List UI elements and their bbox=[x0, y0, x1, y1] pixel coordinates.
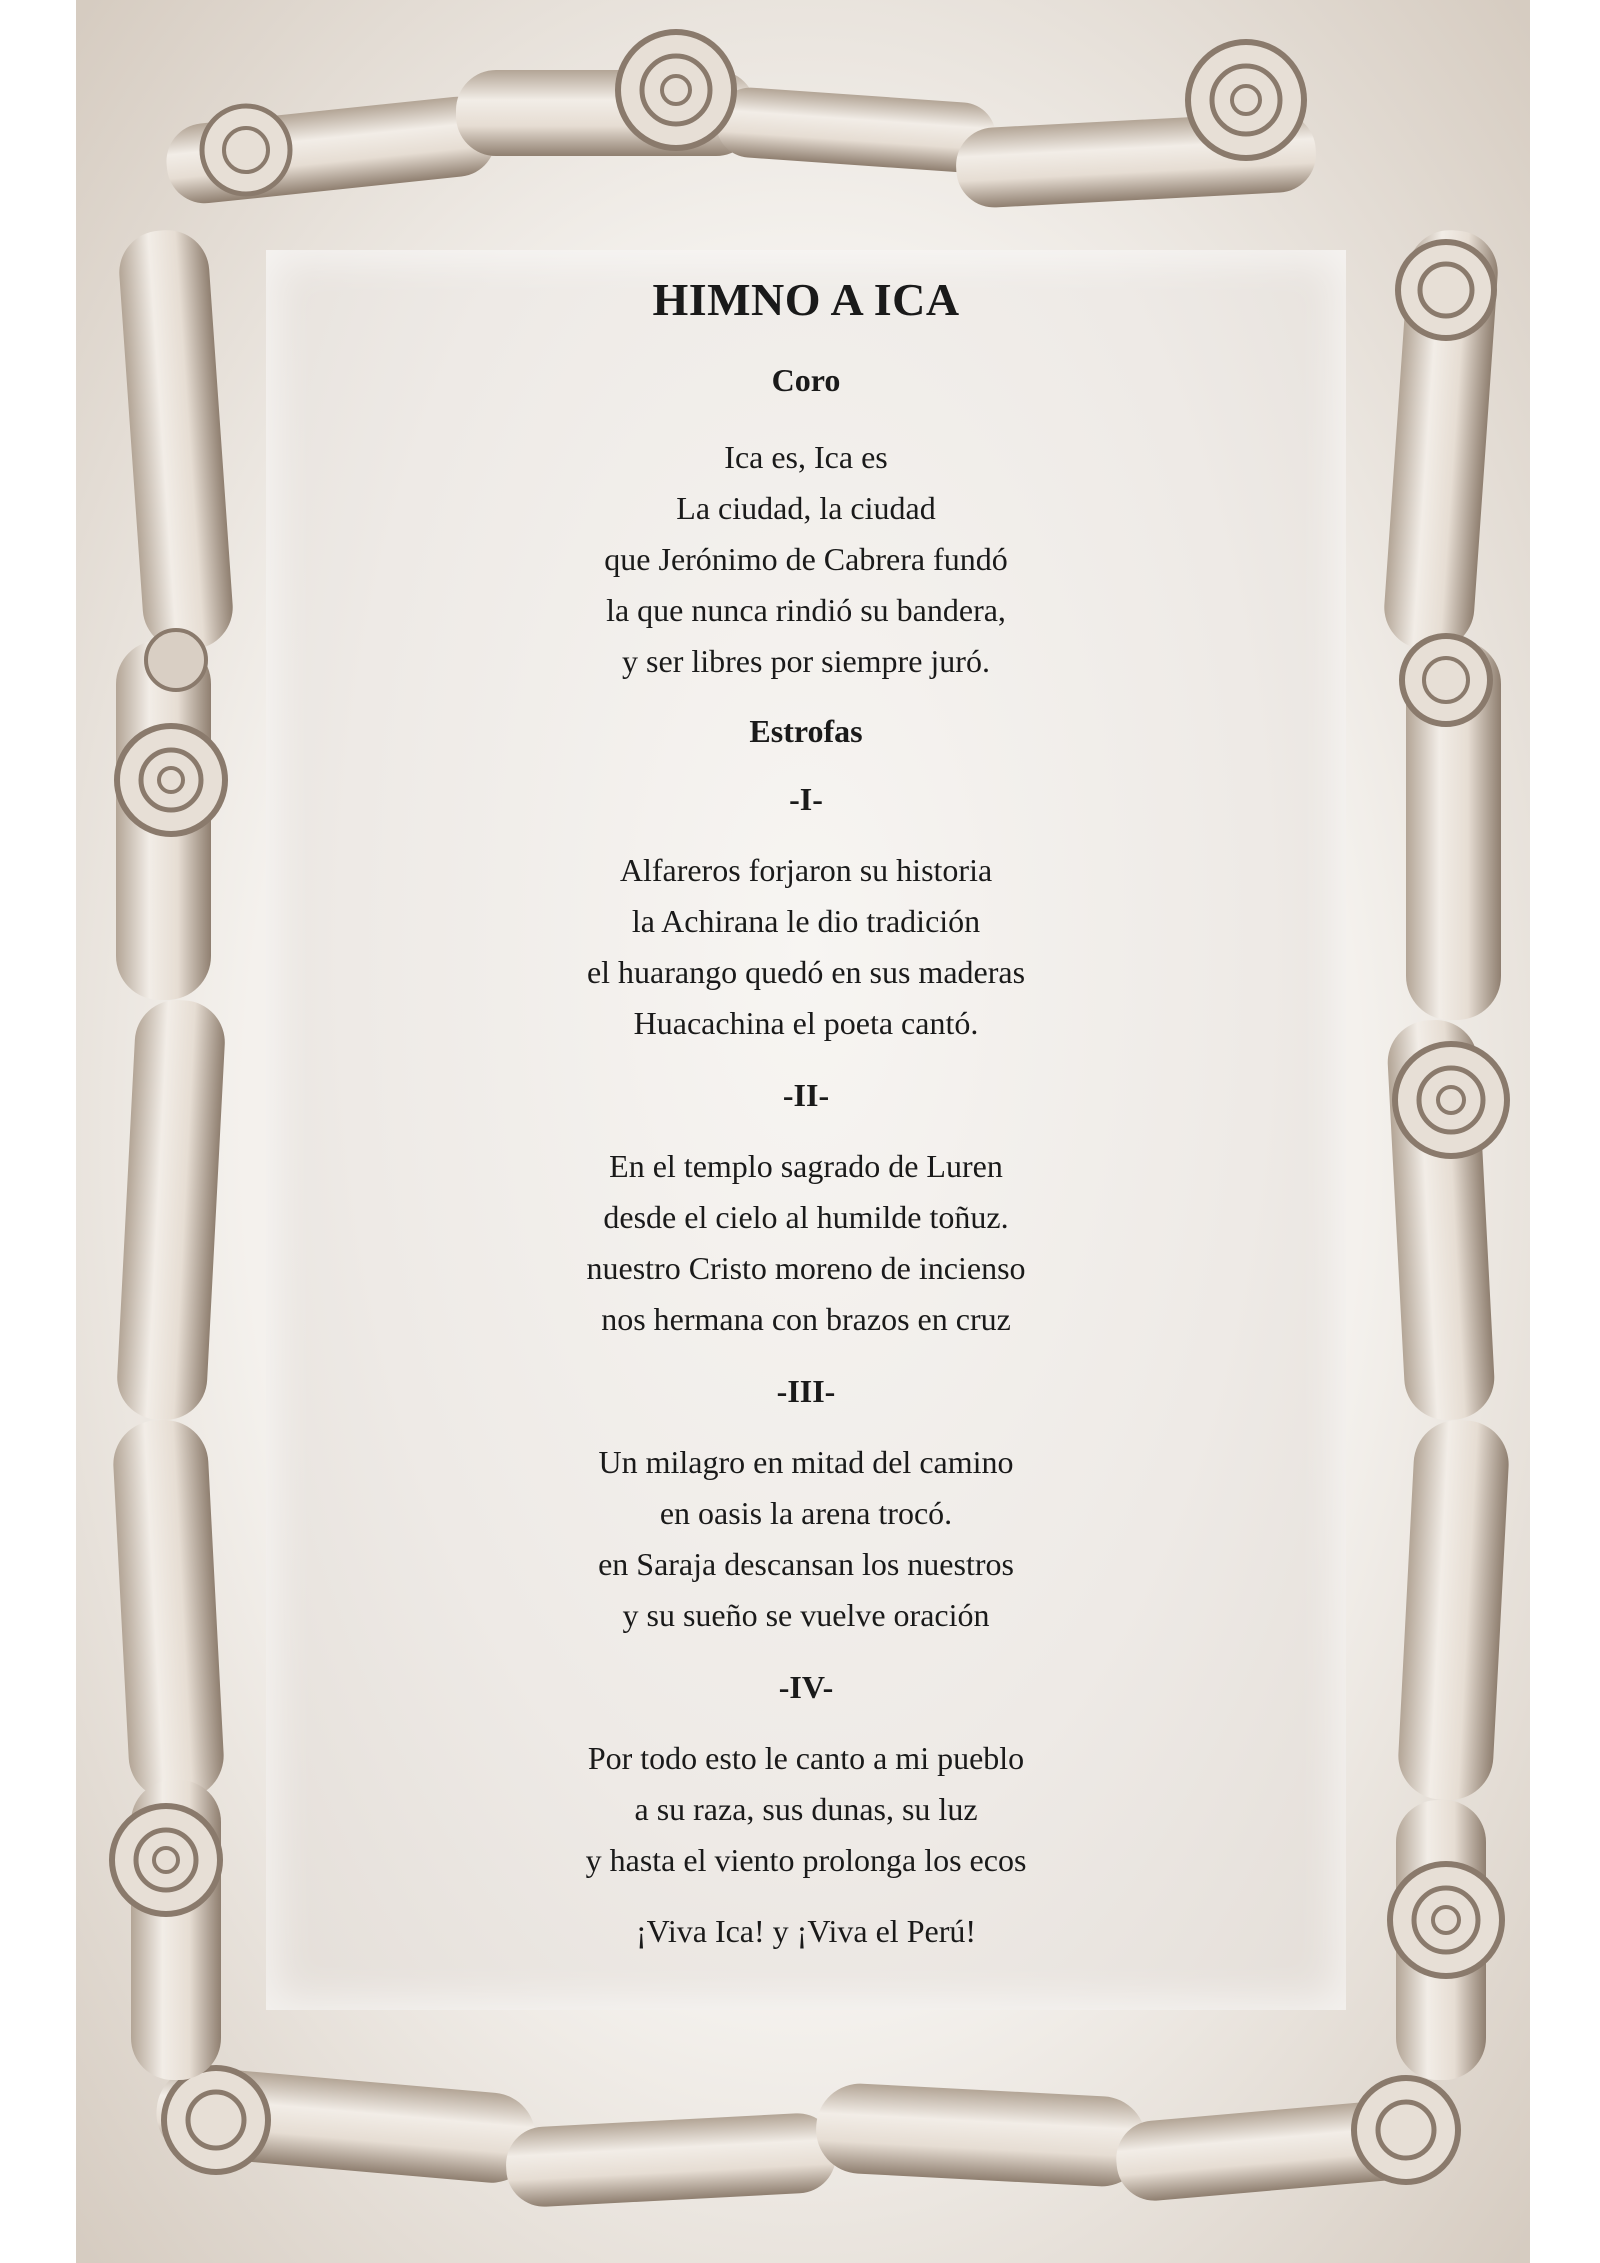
verse-line: a su raza, sus dunas, su luz bbox=[634, 1791, 978, 1827]
hymn-text bbox=[266, 250, 1346, 1957]
verse-line: nuestro Cristo moreno de incienso bbox=[586, 1250, 1026, 1286]
coro-verse bbox=[266, 432, 1346, 687]
stanza-verse bbox=[266, 1141, 1346, 1345]
verse-line: nos hermana con brazos en cruz bbox=[601, 1301, 1011, 1337]
verse-line: En el templo sagrado de Luren bbox=[609, 1148, 1003, 1184]
stanza-number: -IV- bbox=[778, 1669, 834, 1705]
document-page bbox=[76, 0, 1530, 2263]
verse-line: desde el cielo al humilde toñuz. bbox=[603, 1199, 1009, 1235]
verse-line: la Achirana le dio tradición bbox=[631, 903, 981, 939]
verse-line: el huarango quedó en sus maderas bbox=[586, 954, 1026, 990]
verse-line: Un milagro en mitad del camino bbox=[598, 1444, 1014, 1480]
verse-line: en oasis la arena trocó. bbox=[659, 1495, 953, 1531]
verse-line: que Jerónimo de Cabrera fundó bbox=[604, 541, 1008, 577]
verse-line: la que nunca rindió su bandera, bbox=[606, 592, 1006, 628]
stanza-number: -II- bbox=[782, 1077, 830, 1113]
verse-line: y hasta el viento prolonga los ecos bbox=[585, 1842, 1027, 1878]
verse-line: La ciudad, la ciudad bbox=[676, 490, 936, 526]
stanza-verse bbox=[266, 1437, 1346, 1641]
verse-line: Alfareros forjaron su historia bbox=[619, 852, 993, 888]
verse-line: Por todo esto le canto a mi pueblo bbox=[587, 1740, 1025, 1776]
estrofas-heading: Estrofas bbox=[749, 713, 863, 749]
stanza-number: -III- bbox=[776, 1373, 836, 1409]
verse-line: y ser libres por siempre juró. bbox=[622, 643, 990, 679]
stanza-verse bbox=[266, 845, 1346, 1049]
stanza-verse bbox=[266, 1733, 1346, 1886]
closing-line: ¡Viva Ica! y ¡Viva el Perú! bbox=[636, 1913, 976, 1949]
page-title: HIMNO A ICA bbox=[652, 274, 960, 325]
stanza-number: -I- bbox=[789, 781, 823, 817]
verse-line: Huacachina el poeta cantó. bbox=[633, 1005, 979, 1041]
coro-heading: Coro bbox=[771, 362, 841, 398]
verse-line: en Saraja descansan los nuestros bbox=[598, 1546, 1014, 1582]
verse-line: Ica es, Ica es bbox=[724, 439, 888, 475]
verse-line: y su sueño se vuelve oración bbox=[622, 1597, 990, 1633]
